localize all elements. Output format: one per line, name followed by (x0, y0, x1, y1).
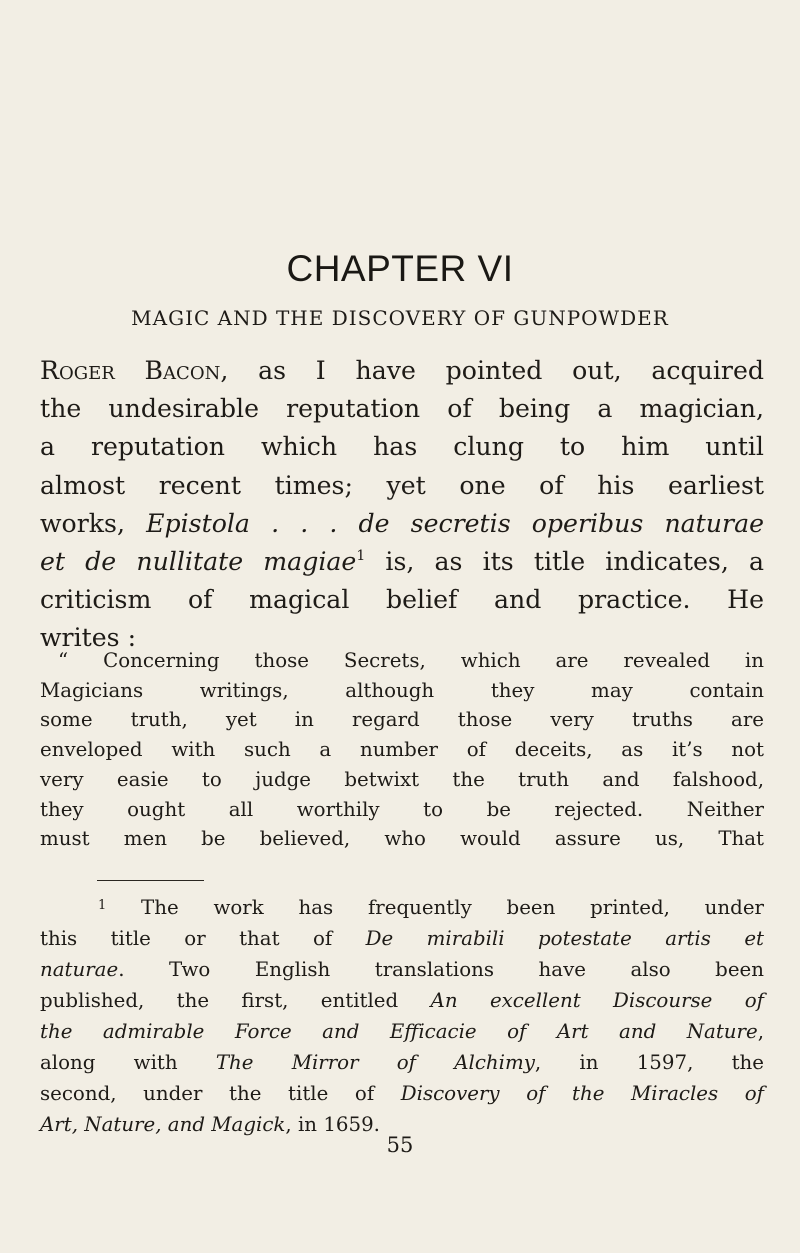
footnote-text-segment: . Two English translations have also been (118, 958, 764, 981)
footnote-line (40, 890, 764, 923)
quote-line: some truth, yet in regard those very truths are (40, 708, 764, 732)
work-title: The Mirror of Alchimy (215, 1051, 535, 1074)
footnote-line (40, 1016, 764, 1047)
footnote-text-segment: , in 1597, the (534, 1051, 764, 1074)
footnote-text-segment: , in 1659. (285, 1113, 380, 1136)
work-title: De mirabili potestate artis et (365, 927, 764, 950)
body-text-segment: is, as its title indicates, a (365, 547, 765, 577)
quote-line: Magicians writings, although they may contain (40, 678, 764, 702)
body-line: a reputation which has clung to him until (40, 432, 764, 462)
chapter-title: CHAPTER VI (286, 248, 514, 289)
body-line: writes : (40, 623, 137, 653)
body-line: almost recent times; yet one of his earliest (40, 470, 764, 500)
body-text-segment: , as I have pointed out, acquired (220, 356, 764, 385)
body-line: criticism of magical belief and practice. He (40, 585, 764, 615)
chapter-subtitle: MAGIC AND THE DISCOVERY OF GUNPOWDER (131, 306, 669, 330)
footnote-line (40, 1047, 764, 1078)
work-title: An excellent Discourse of (430, 989, 764, 1012)
footnote-line (40, 923, 764, 954)
footnote-text-segment: along with (40, 1051, 216, 1074)
footnote-text-segment: , (757, 1020, 764, 1043)
work-title: Epistola . . . de secretis operibus naturae (146, 508, 764, 538)
footnote-text-segment: published, the first, entitled (40, 989, 431, 1012)
work-title: the admirable Force and Efficacie of Art and Nature (40, 1020, 758, 1043)
page-number: 55 (386, 1133, 414, 1157)
footnote-text-segment: this title or that of (40, 927, 366, 950)
quote-line: “ Concerning those Secrets, which are revealed in (58, 649, 764, 672)
quote-line: they ought all worthily to be rejected. Neither (40, 797, 764, 821)
footnote-number: 1 (98, 898, 107, 913)
footnote (40, 890, 764, 1140)
author-name: Roger Bacon (40, 356, 221, 385)
footnote-divider (97, 880, 204, 881)
work-title: et de nullitate magiae (40, 547, 357, 577)
work-title: naturae (40, 958, 119, 981)
block-quote (40, 646, 764, 854)
footnote-text-segment: second, under the title of (40, 1082, 401, 1105)
work-title: Art, Nature, and Magick (40, 1113, 286, 1136)
footnote-marker: 1 (356, 548, 366, 565)
body-line: the undesirable reputation of being a magician, (40, 394, 764, 424)
footnote-line (40, 954, 764, 985)
body-line (40, 505, 764, 543)
footnote-line (40, 1078, 764, 1109)
work-title: Discovery of the Miracles of (400, 1082, 764, 1105)
body-line (40, 352, 764, 390)
footnote-text-segment: The work has frequently been printed, under (106, 896, 764, 919)
body-paragraph (40, 352, 764, 658)
body-line (40, 543, 764, 581)
body-text-segment: works, (40, 508, 147, 538)
quote-line: enveloped with such a number of deceits, as it’s not (40, 738, 764, 762)
quote-line: must men be believed, who would assure us, That (40, 827, 764, 851)
quote-line: very easie to judge betwixt the truth and falshood, (40, 767, 764, 791)
footnote-line (40, 985, 764, 1016)
